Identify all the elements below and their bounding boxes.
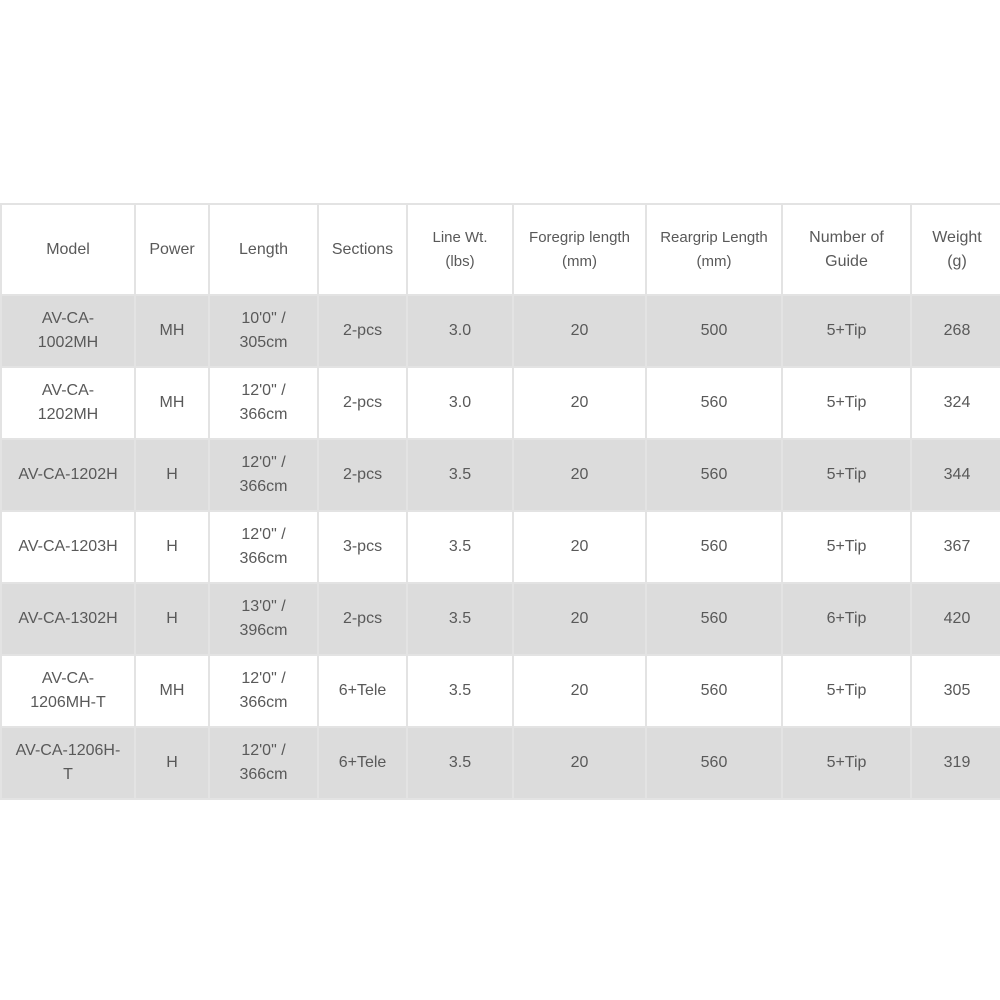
cell-foregrip-length [513, 727, 646, 799]
cell-power [135, 727, 209, 799]
cell-number-of-guide [782, 367, 911, 439]
cell-text: 344 [943, 466, 971, 483]
cell-weight [911, 367, 1000, 439]
cell-reargrip-length [646, 583, 782, 655]
cell-number-of-guide [782, 655, 911, 727]
cell-model [1, 367, 135, 439]
cell-line-weight [407, 511, 513, 583]
cell-text: AV-CA- 1202MH [37, 382, 99, 423]
cell-text: AV-CA-1202H [18, 466, 118, 483]
cell-sections [318, 583, 407, 655]
cell-sections [318, 295, 407, 367]
cell-weight [911, 583, 1000, 655]
cell-text: H [166, 466, 178, 483]
cell-text: H [166, 538, 178, 555]
cell-text: 268 [943, 322, 971, 339]
cell-length [209, 655, 318, 727]
cell-number-of-guide [782, 511, 911, 583]
cell-text: 5+Tip [826, 466, 867, 483]
cell-text: 3-pcs [342, 538, 383, 555]
cell-sections [318, 727, 407, 799]
cell-text: 12'0" / 366cm [239, 670, 288, 711]
cell-text: 20 [570, 394, 589, 411]
cell-text: MH [159, 394, 185, 411]
cell-text: 12'0" / 366cm [239, 382, 288, 423]
header-sections: Sections [318, 204, 407, 295]
cell-model [1, 583, 135, 655]
cell-text: 500 [700, 322, 728, 339]
cell-model [1, 511, 135, 583]
cell-text: 13'0" / 396cm [239, 598, 288, 639]
cell-text: 3.0 [448, 394, 472, 411]
cell-text: 367 [943, 538, 971, 555]
cell-length [209, 439, 318, 511]
cell-foregrip-length [513, 295, 646, 367]
table-row [1, 583, 1000, 655]
header-weight: Weight (g) [911, 204, 1000, 295]
header-number-of-guide: Number of Guide [782, 204, 911, 295]
cell-line-weight [407, 583, 513, 655]
cell-text: 3.5 [448, 466, 472, 483]
cell-text: 3.0 [448, 322, 472, 339]
cell-text: 319 [943, 754, 971, 771]
cell-power [135, 295, 209, 367]
header-foregrip-length: Foregrip length (mm) [513, 204, 646, 295]
cell-model [1, 727, 135, 799]
cell-weight [911, 295, 1000, 367]
cell-text: 560 [700, 610, 728, 627]
table-row [1, 655, 1000, 727]
cell-number-of-guide [782, 295, 911, 367]
cell-sections [318, 511, 407, 583]
cell-foregrip-length [513, 511, 646, 583]
cell-model [1, 655, 135, 727]
table-row [1, 367, 1000, 439]
cell-text: 5+Tip [826, 754, 867, 771]
cell-text: 20 [570, 610, 589, 627]
cell-text: 560 [700, 394, 728, 411]
cell-text: 20 [570, 754, 589, 771]
cell-number-of-guide [782, 439, 911, 511]
table-header [1, 204, 1000, 295]
cell-number-of-guide [782, 727, 911, 799]
cell-text: 3.5 [448, 754, 472, 771]
cell-number-of-guide [782, 583, 911, 655]
cell-reargrip-length [646, 439, 782, 511]
cell-text: 20 [570, 538, 589, 555]
cell-text: 2-pcs [342, 322, 383, 339]
cell-text: 2-pcs [342, 610, 383, 627]
cell-text: AV-CA- 1206MH-T [30, 670, 106, 711]
cell-line-weight [407, 727, 513, 799]
cell-foregrip-length [513, 583, 646, 655]
table-row [1, 439, 1000, 511]
cell-model [1, 295, 135, 367]
cell-weight [911, 511, 1000, 583]
cell-text: 2-pcs [342, 466, 383, 483]
cell-power [135, 655, 209, 727]
cell-text: 560 [700, 682, 728, 699]
cell-reargrip-length [646, 367, 782, 439]
cell-length [209, 295, 318, 367]
table-row [1, 295, 1000, 367]
table-row [1, 511, 1000, 583]
cell-text: MH [159, 682, 185, 699]
table-body [1, 295, 1000, 799]
cell-text: AV-CA- 1002MH [37, 310, 99, 351]
cell-text: AV-CA-1302H [18, 610, 118, 627]
cell-foregrip-length [513, 367, 646, 439]
cell-text: 2-pcs [342, 394, 383, 411]
header-length: Length [209, 204, 318, 295]
cell-sections [318, 655, 407, 727]
cell-text: AV-CA-1203H [18, 538, 118, 555]
cell-power [135, 367, 209, 439]
cell-text: 12'0" / 366cm [239, 742, 288, 783]
cell-text: 5+Tip [826, 394, 867, 411]
cell-length [209, 367, 318, 439]
table-row [1, 727, 1000, 799]
cell-line-weight [407, 295, 513, 367]
cell-length [209, 727, 318, 799]
header-power: Power [135, 204, 209, 295]
header-reargrip-length: Reargrip Length (mm) [646, 204, 782, 295]
header-row [1, 204, 1000, 295]
cell-text: 560 [700, 538, 728, 555]
cell-text: 560 [700, 466, 728, 483]
cell-text: H [166, 754, 178, 771]
cell-text: 3.5 [448, 610, 472, 627]
rod-spec-table [0, 203, 1000, 800]
cell-text: 12'0" / 366cm [239, 454, 288, 495]
cell-text: 6+Tele [338, 754, 387, 771]
header-line-weight: Line Wt. (lbs) [407, 204, 513, 295]
cell-text: 5+Tip [826, 538, 867, 555]
cell-weight [911, 655, 1000, 727]
cell-text: 420 [943, 610, 971, 627]
cell-text: 20 [570, 682, 589, 699]
cell-text: 5+Tip [826, 322, 867, 339]
cell-length [209, 583, 318, 655]
cell-model [1, 439, 135, 511]
cell-foregrip-length [513, 439, 646, 511]
cell-text: 305 [943, 682, 971, 699]
cell-sections [318, 439, 407, 511]
cell-text: 560 [700, 754, 728, 771]
cell-power [135, 583, 209, 655]
cell-foregrip-length [513, 655, 646, 727]
cell-power [135, 511, 209, 583]
cell-reargrip-length [646, 295, 782, 367]
cell-reargrip-length [646, 727, 782, 799]
cell-line-weight [407, 439, 513, 511]
cell-power [135, 439, 209, 511]
cell-weight [911, 727, 1000, 799]
cell-text: 20 [570, 466, 589, 483]
cell-text: 6+Tele [338, 682, 387, 699]
cell-text: 3.5 [448, 538, 472, 555]
cell-text: 3.5 [448, 682, 472, 699]
cell-line-weight [407, 655, 513, 727]
cell-weight [911, 439, 1000, 511]
cell-text: 6+Tip [826, 610, 867, 627]
cell-text: AV-CA-1206H- T [15, 742, 121, 783]
cell-sections [318, 367, 407, 439]
cell-text: 324 [943, 394, 971, 411]
header-model: Model [1, 204, 135, 295]
cell-reargrip-length [646, 655, 782, 727]
cell-text: 10'0" / 305cm [239, 310, 288, 351]
cell-text: 20 [570, 322, 589, 339]
cell-length [209, 511, 318, 583]
cell-text: H [166, 610, 178, 627]
cell-reargrip-length [646, 511, 782, 583]
cell-text: 5+Tip [826, 682, 867, 699]
cell-line-weight [407, 367, 513, 439]
cell-text: MH [159, 322, 185, 339]
cell-text: 12'0" / 366cm [239, 526, 288, 567]
